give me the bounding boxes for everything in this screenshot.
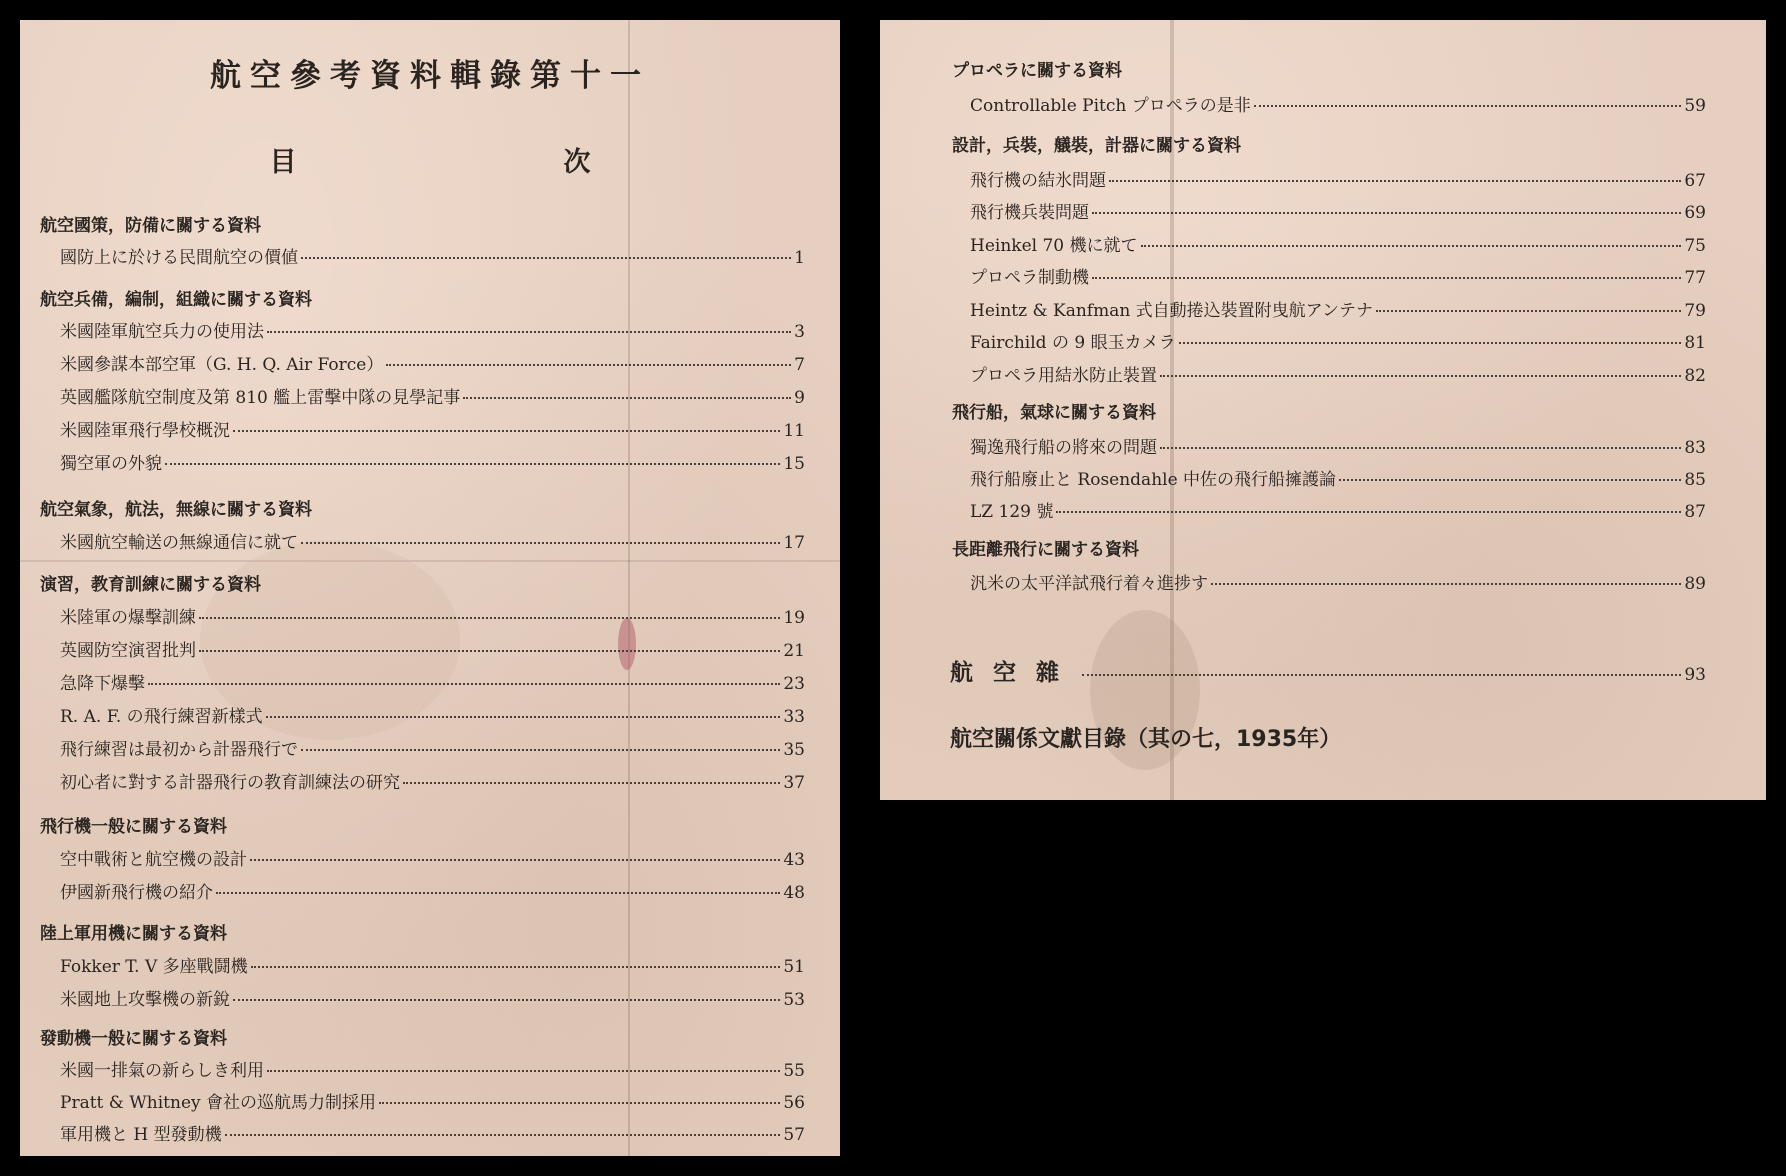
toc-entry[interactable] (970, 91, 1706, 117)
entry-title: プロペラ制動機 (970, 268, 1089, 288)
entry-title: 飛行機の結氷問題 (970, 171, 1106, 191)
dot-leader (199, 650, 780, 652)
section-heading: 飛行機一般に關する資料 (40, 817, 227, 837)
section-heading: 飛行船，氣球に關する資料 (952, 403, 1156, 423)
dot-leader (301, 257, 791, 259)
dot-leader (1092, 212, 1681, 214)
entry-page: 93 (1684, 665, 1706, 685)
entry-page: 33 (783, 707, 805, 727)
entry-title: 英國艦隊航空制度及第 810 艦上雷擊中隊の見學記事 (60, 388, 461, 408)
document-title: 航空參考資料輯錄第十一 (210, 58, 650, 94)
entry-page: 21 (783, 641, 805, 661)
entry-title: 獨逸飛行船の將來の問題 (970, 438, 1157, 458)
entry-title: Controllable Pitch プロペラの是非 (970, 96, 1251, 116)
entry-page: 67 (1684, 171, 1706, 191)
toc-entry[interactable] (60, 416, 805, 442)
entry-title: 飛行練習は最初から計器飛行で (60, 740, 298, 760)
section-heading: 演習，教育訓練に關する資料 (40, 575, 261, 595)
dot-leader (403, 782, 780, 784)
dot-leader (251, 966, 781, 968)
entry-page: 37 (783, 773, 805, 793)
section-heading: プロペラに關する資料 (952, 61, 1122, 81)
toc-entry[interactable] (60, 383, 805, 409)
entry-title: 飛行機兵裝問題 (970, 203, 1089, 223)
entry-title: 伊國新飛行機の紹介 (60, 883, 213, 903)
entry-title: 航空雜 (950, 660, 1079, 686)
entry-title: 飛行船廢止と Rosendahle 中佐の飛行船擁護論 (970, 470, 1337, 490)
right-page (880, 20, 1766, 800)
entry-page: 19 (783, 608, 805, 628)
toc-entry[interactable] (970, 231, 1706, 257)
section-heading: 航空國策，防備に關する資料 (40, 216, 261, 236)
entry-title: LZ 129 號 (970, 502, 1054, 522)
toc-entry[interactable] (60, 669, 805, 695)
entry-title: Fairchild の 9 眼玉カメラ (970, 333, 1176, 353)
toc-entry[interactable] (970, 198, 1706, 224)
dot-leader (267, 331, 791, 333)
dot-leader (379, 1102, 780, 1104)
dot-leader (250, 859, 780, 861)
toc-entry[interactable] (60, 317, 805, 343)
entry-page: 89 (1684, 574, 1706, 594)
dot-leader (386, 364, 791, 366)
entry-title: 米國陸軍航空兵力の使用法 (60, 322, 264, 342)
toc-entry-zasshi[interactable] (950, 654, 1706, 688)
entry-title: 急降下爆擊 (60, 674, 145, 694)
toc-entry[interactable] (60, 1088, 805, 1114)
dot-leader (165, 463, 780, 465)
toc-entry[interactable] (60, 449, 805, 475)
dot-leader (148, 683, 780, 685)
toc-entry[interactable] (60, 350, 805, 376)
entry-title: 汎米の太平洋試飛行着々進捗す (970, 574, 1208, 594)
section-heading: 航空氣象，航法，無線に關する資料 (40, 500, 312, 520)
entry-page: 51 (783, 957, 805, 977)
toc-entry[interactable] (970, 361, 1706, 387)
entry-title: 軍用機と H 型發動機 (60, 1125, 222, 1145)
toc-entry[interactable] (60, 243, 805, 269)
entry-title: 國防上に於ける民間航空の價値 (60, 248, 298, 268)
entry-page: 87 (1684, 502, 1706, 522)
section-heading: 長距離飛行に關する資料 (952, 540, 1139, 560)
toc-entry[interactable] (970, 465, 1706, 491)
toc-entry[interactable] (970, 328, 1706, 354)
toc-entry[interactable] (970, 497, 1706, 523)
entry-page: 79 (1684, 301, 1706, 321)
entry-title: Heinkel 70 機に就て (970, 236, 1138, 256)
dot-leader (463, 397, 791, 399)
entry-title: Fokker T. V 多座戰鬪機 (60, 957, 248, 977)
paper-fold (20, 560, 840, 562)
dot-leader (266, 716, 781, 718)
entry-page: 82 (1684, 366, 1706, 386)
dot-leader (1211, 583, 1681, 585)
entry-title: 獨空軍の外貌 (60, 454, 162, 474)
toc-entry[interactable] (60, 702, 805, 728)
dot-leader (1141, 245, 1682, 247)
section-heading: 航空兵備，編制，組織に關する資料 (40, 290, 312, 310)
entry-page: 83 (1684, 438, 1706, 458)
dot-leader (1376, 310, 1681, 312)
entry-page: 7 (794, 355, 805, 375)
dot-leader (1160, 375, 1681, 377)
entry-page: 15 (783, 454, 805, 474)
section-heading: 發動機一般に關する資料 (40, 1029, 227, 1049)
toc-entry[interactable] (970, 166, 1706, 192)
entry-title: R. A. F. の飛行練習新樣式 (60, 707, 263, 727)
dot-leader (1179, 342, 1682, 344)
entry-page: 23 (783, 674, 805, 694)
entry-title: 米國陸軍飛行學校概況 (60, 421, 230, 441)
dot-leader (301, 749, 780, 751)
entry-page: 55 (783, 1061, 805, 1081)
entry-page: 85 (1684, 470, 1706, 490)
dot-leader (199, 617, 780, 619)
entry-title: 米國參謀本部空軍（G. H. Q. Air Force） (60, 355, 384, 375)
entry-page: 75 (1684, 236, 1706, 256)
dot-leader (1082, 674, 1681, 676)
entry-page: 77 (1684, 268, 1706, 288)
dot-leader (1109, 180, 1681, 182)
dot-leader (1092, 277, 1681, 279)
entry-page: 53 (783, 990, 805, 1010)
dot-leader (301, 542, 780, 544)
toc-entry[interactable] (970, 296, 1706, 322)
entry-page: 48 (783, 883, 805, 903)
toc-entry[interactable] (60, 1120, 805, 1146)
toc-entry[interactable] (970, 263, 1706, 289)
toc-entry[interactable] (60, 528, 805, 554)
toc-entry[interactable] (60, 735, 805, 761)
entry-title: 初心者に對する計器飛行の教育訓練法の研究 (60, 773, 400, 793)
entry-title: 英國防空演習批判 (60, 641, 196, 661)
toc-entry[interactable] (60, 952, 805, 978)
entry-page: 9 (794, 388, 805, 408)
entry-page: 35 (783, 740, 805, 760)
toc-entry[interactable] (60, 603, 805, 629)
dot-leader (267, 1070, 780, 1072)
dot-leader (1056, 511, 1681, 513)
entry-page: 69 (1684, 203, 1706, 223)
entry-page: 59 (1684, 96, 1706, 116)
entry-title: プロペラ用結氷防止裝置 (970, 366, 1157, 386)
entry-page: 11 (783, 421, 805, 441)
left-page (20, 20, 840, 1156)
dot-leader (225, 1134, 781, 1136)
toc-entry[interactable] (970, 433, 1706, 459)
bibliography-title[interactable]: 航空關係文獻目錄（其の七，1935年） (950, 727, 1342, 752)
entry-page: 17 (783, 533, 805, 553)
entry-page: 57 (783, 1125, 805, 1145)
entry-title: Pratt & Whitney 會社の巡航馬力制採用 (60, 1093, 377, 1113)
dot-leader (216, 892, 780, 894)
entry-title: 米國一排氣の新らしき利用 (60, 1061, 264, 1081)
entry-page: 43 (783, 850, 805, 870)
dot-leader (233, 999, 780, 1001)
entry-title: Heintz & Kanfman 式自動捲込裝置附曳航アンテナ (970, 301, 1374, 321)
toc-entry[interactable] (60, 878, 805, 904)
toc-entry[interactable] (60, 845, 805, 871)
toc-entry[interactable] (60, 768, 805, 794)
entry-page: 1 (794, 248, 805, 268)
dot-leader (1254, 105, 1682, 107)
section-heading: 設計，兵裝，艤裝，計器に關する資料 (952, 136, 1241, 156)
entry-title: 空中戰術と航空機の設計 (60, 850, 247, 870)
entry-page: 3 (794, 322, 805, 342)
entry-page: 56 (783, 1093, 805, 1113)
toc-entry[interactable] (970, 569, 1706, 595)
dot-leader (233, 430, 780, 432)
entry-page: 81 (1684, 333, 1706, 353)
entry-title: 米國航空輸送の無線通信に就て (60, 533, 298, 553)
dot-leader (1160, 447, 1681, 449)
toc-entry[interactable] (60, 985, 805, 1011)
toc-heading: 目 次 (269, 147, 711, 178)
toc-entry[interactable] (60, 1056, 805, 1082)
entry-title: 米陸軍の爆擊訓練 (60, 608, 196, 628)
dot-leader (1339, 479, 1681, 481)
entry-title: 米國地上攻擊機の新銳 (60, 990, 230, 1010)
toc-entry[interactable] (60, 636, 805, 662)
section-heading: 陸上軍用機に關する資料 (40, 924, 227, 944)
